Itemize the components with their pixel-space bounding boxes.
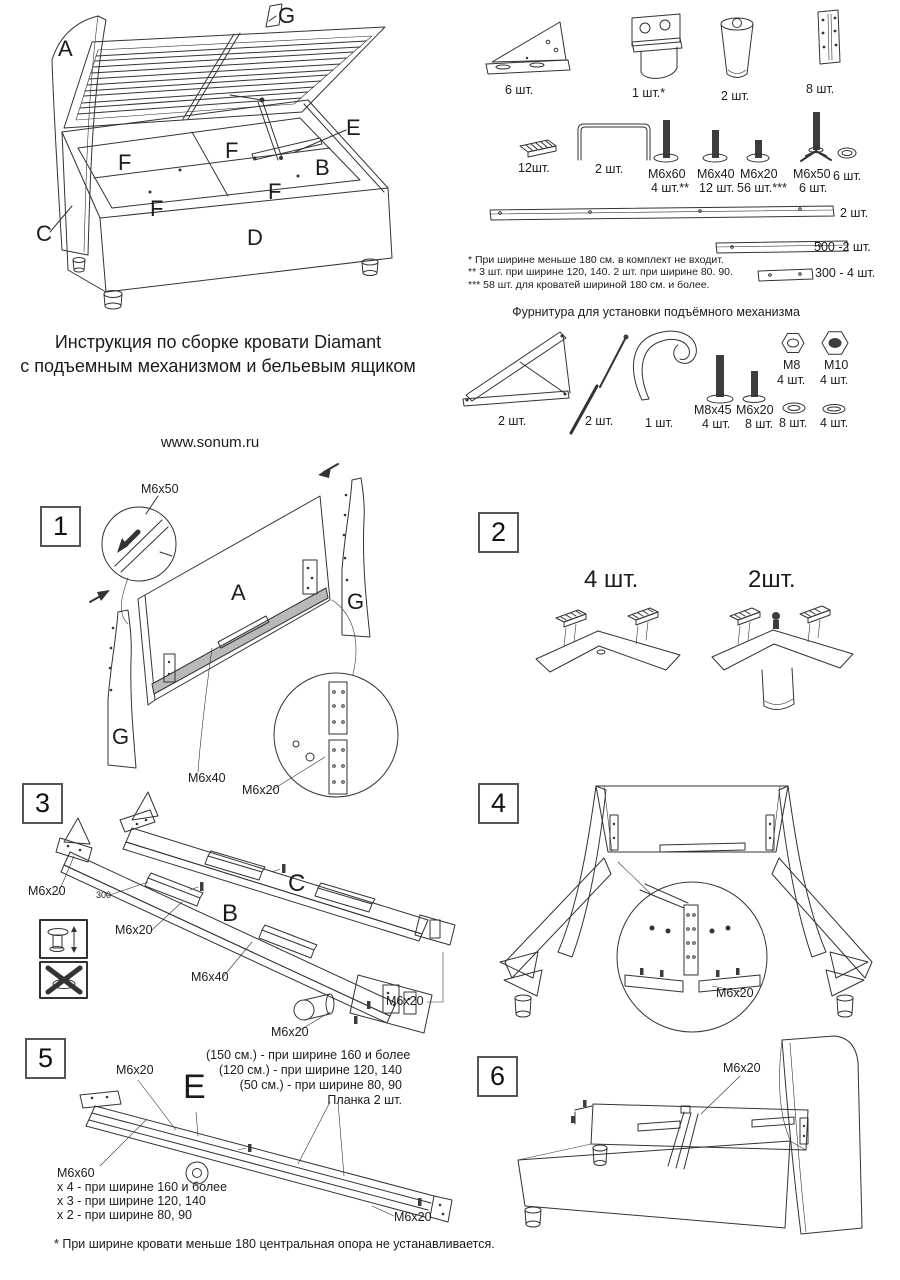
s3-m6x20-left: M6x20 bbox=[28, 884, 66, 898]
s5-m6x20-top: M6x20 bbox=[116, 1063, 154, 1077]
overview-label-d: D bbox=[247, 225, 263, 250]
qty-strap: 1 шт. bbox=[645, 416, 674, 430]
overview-label-f4: F bbox=[268, 179, 282, 204]
bolt-m6x50-qty: 6 шт. bbox=[799, 181, 828, 195]
bolt-m8x45-qty: 4 шт. bbox=[702, 417, 731, 431]
bolt-m6x20-name: M6x20 bbox=[740, 167, 778, 181]
s5-m6x20-right: M6x20 bbox=[394, 1210, 432, 1224]
s5-label-e: E bbox=[183, 1068, 206, 1106]
footnote-3: *** 58 шт. для кроватей шириной 180 см. и более. bbox=[468, 279, 710, 291]
s5-x3: x 3 - при ширине 120, 140 bbox=[57, 1194, 206, 1208]
lift-hardware-header: Фурнитура для установки подъёмного механизма bbox=[512, 305, 800, 319]
qty-washer: 6 шт. bbox=[833, 169, 862, 183]
s3-label-c: C bbox=[288, 870, 306, 897]
overview-label-g: G bbox=[278, 3, 296, 28]
qty-flat-plate: 8 шт. bbox=[806, 82, 835, 96]
s3-m6x40: M6x40 bbox=[191, 970, 229, 984]
step-2-number: 2 bbox=[478, 512, 519, 553]
step-5-number: 5 bbox=[25, 1038, 66, 1079]
step6-drawing bbox=[518, 1036, 862, 1234]
bolt-m6x60-name: M6x60 bbox=[648, 167, 686, 181]
bolt-m6x40-qty: 12 шт. bbox=[699, 181, 735, 195]
bolt-m8x45-name: M8x45 bbox=[694, 403, 732, 417]
lift-bolt-m6x20-name: M6x20 bbox=[736, 403, 774, 417]
s5-m6x60: M6x60 bbox=[57, 1166, 95, 1180]
step-6-number: 6 bbox=[477, 1056, 518, 1097]
s5-opt-150: (150 см.) - при ширине 160 и более bbox=[206, 1048, 411, 1062]
s5-note: * При ширине кровати меньше 180 центральная опора не устанавливается. bbox=[54, 1237, 495, 1251]
s1-label-a: A bbox=[231, 580, 246, 605]
overview-bed-drawing bbox=[50, 4, 392, 309]
s5-opt-50: (50 см.) - при ширине 80, 90 bbox=[239, 1078, 402, 1092]
bolt-m6x50-name: M6x50 bbox=[793, 167, 831, 181]
s2-right-qty: 2шт. bbox=[748, 566, 796, 593]
s3-label-b: B bbox=[222, 900, 239, 927]
s1-m6x50: M6x50 bbox=[141, 482, 179, 496]
nut-m8-name: M8 bbox=[783, 358, 801, 372]
s3-m6x20-bottom: M6x20 bbox=[271, 1025, 309, 1039]
nut-m10-qty: 4 шт. bbox=[820, 373, 849, 387]
parts-row2-drawings bbox=[520, 112, 856, 162]
overview-label-f2: F bbox=[225, 138, 239, 163]
qty-corner-bracket: 6 шт. bbox=[505, 83, 534, 97]
step-4-number: 4 bbox=[478, 783, 519, 824]
step2-drawing bbox=[536, 606, 853, 710]
s4-m6x20: M6x20 bbox=[716, 986, 754, 1000]
nut-m10-name: M10 bbox=[824, 358, 849, 372]
website-url: www.sonum.ru bbox=[160, 434, 260, 451]
footnote-2: ** 3 шт. при ширине 120, 140. 2 шт. при ширине 80. 90. bbox=[468, 266, 733, 278]
s1-m6x20: M6x20 bbox=[242, 783, 280, 797]
overview-label-b: B bbox=[315, 155, 330, 180]
s3-m6x20-right: M6x20 bbox=[386, 994, 424, 1008]
qty-gas-strut: 2 шт. bbox=[585, 414, 614, 428]
qty-washer-m10: 4 шт. bbox=[820, 416, 849, 430]
s1-m6x40: M6x40 bbox=[188, 771, 226, 785]
s5-x2: x 2 - при ширине 80, 90 bbox=[57, 1208, 192, 1222]
qty-slat-500: 500 -2 шт. bbox=[814, 240, 871, 254]
overview-label-e: E bbox=[346, 115, 361, 140]
s5-planka: Планка 2 шт. bbox=[327, 1093, 402, 1107]
bolt-m6x40-name: M6x40 bbox=[697, 167, 735, 181]
doc-title-line1: Инструкция по сборке кровати Diamant bbox=[54, 332, 382, 352]
qty-center-leg-bracket: 1 шт.* bbox=[632, 86, 666, 100]
qty-u-bracket: 2 шт. bbox=[595, 162, 624, 176]
lift-bolt-m6x20-qty: 8 шт. bbox=[745, 417, 774, 431]
qty-leg: 2 шт. bbox=[721, 89, 750, 103]
overview-label-f1: F bbox=[118, 150, 132, 175]
s5-opt-120: (120 см.) - при ширине 120, 140 bbox=[218, 1063, 402, 1077]
qty-slat-long: 2 шт. bbox=[840, 206, 869, 220]
qty-lift-mechanism: 2 шт. bbox=[498, 414, 527, 428]
overview-label-f3: F bbox=[150, 196, 164, 221]
qty-cap: 12шт. bbox=[518, 161, 550, 175]
s1-label-g-left: G bbox=[112, 724, 130, 749]
qty-washer-m8: 8 шт. bbox=[779, 416, 808, 430]
step-1-number: 1 bbox=[40, 506, 81, 547]
doc-title-line2: с подъемным механизмом и бельевым ящиком bbox=[20, 356, 416, 376]
s5-x4: x 4 - при ширине 160 и более bbox=[57, 1180, 228, 1194]
step1-drawing bbox=[90, 464, 398, 797]
s3-m6x20-mid: M6x20 bbox=[115, 923, 153, 937]
step4-drawing bbox=[500, 786, 872, 1032]
s3-dim-300: 300 bbox=[96, 890, 112, 900]
s6-m6x20: M6x20 bbox=[723, 1061, 761, 1075]
s1-label-g-right: G bbox=[347, 589, 365, 614]
overview-label-c: C bbox=[36, 221, 52, 246]
bolt-m6x60-qty: 4 шт.** bbox=[651, 181, 689, 195]
qty-slat-300: 300 - 4 шт. bbox=[815, 266, 876, 280]
s2-left-qty: 4 шт. bbox=[584, 566, 639, 593]
step-3-number: 3 bbox=[22, 783, 63, 824]
bolt-m6x20-qty: 56 шт.*** bbox=[737, 181, 787, 195]
parts-row1-drawings bbox=[486, 10, 840, 78]
overview-label-a: A bbox=[58, 36, 73, 61]
footnote-1: * При ширине меньше 180 см. в комплект не входит. bbox=[468, 254, 724, 266]
nut-m8-qty: 4 шт. bbox=[777, 373, 806, 387]
